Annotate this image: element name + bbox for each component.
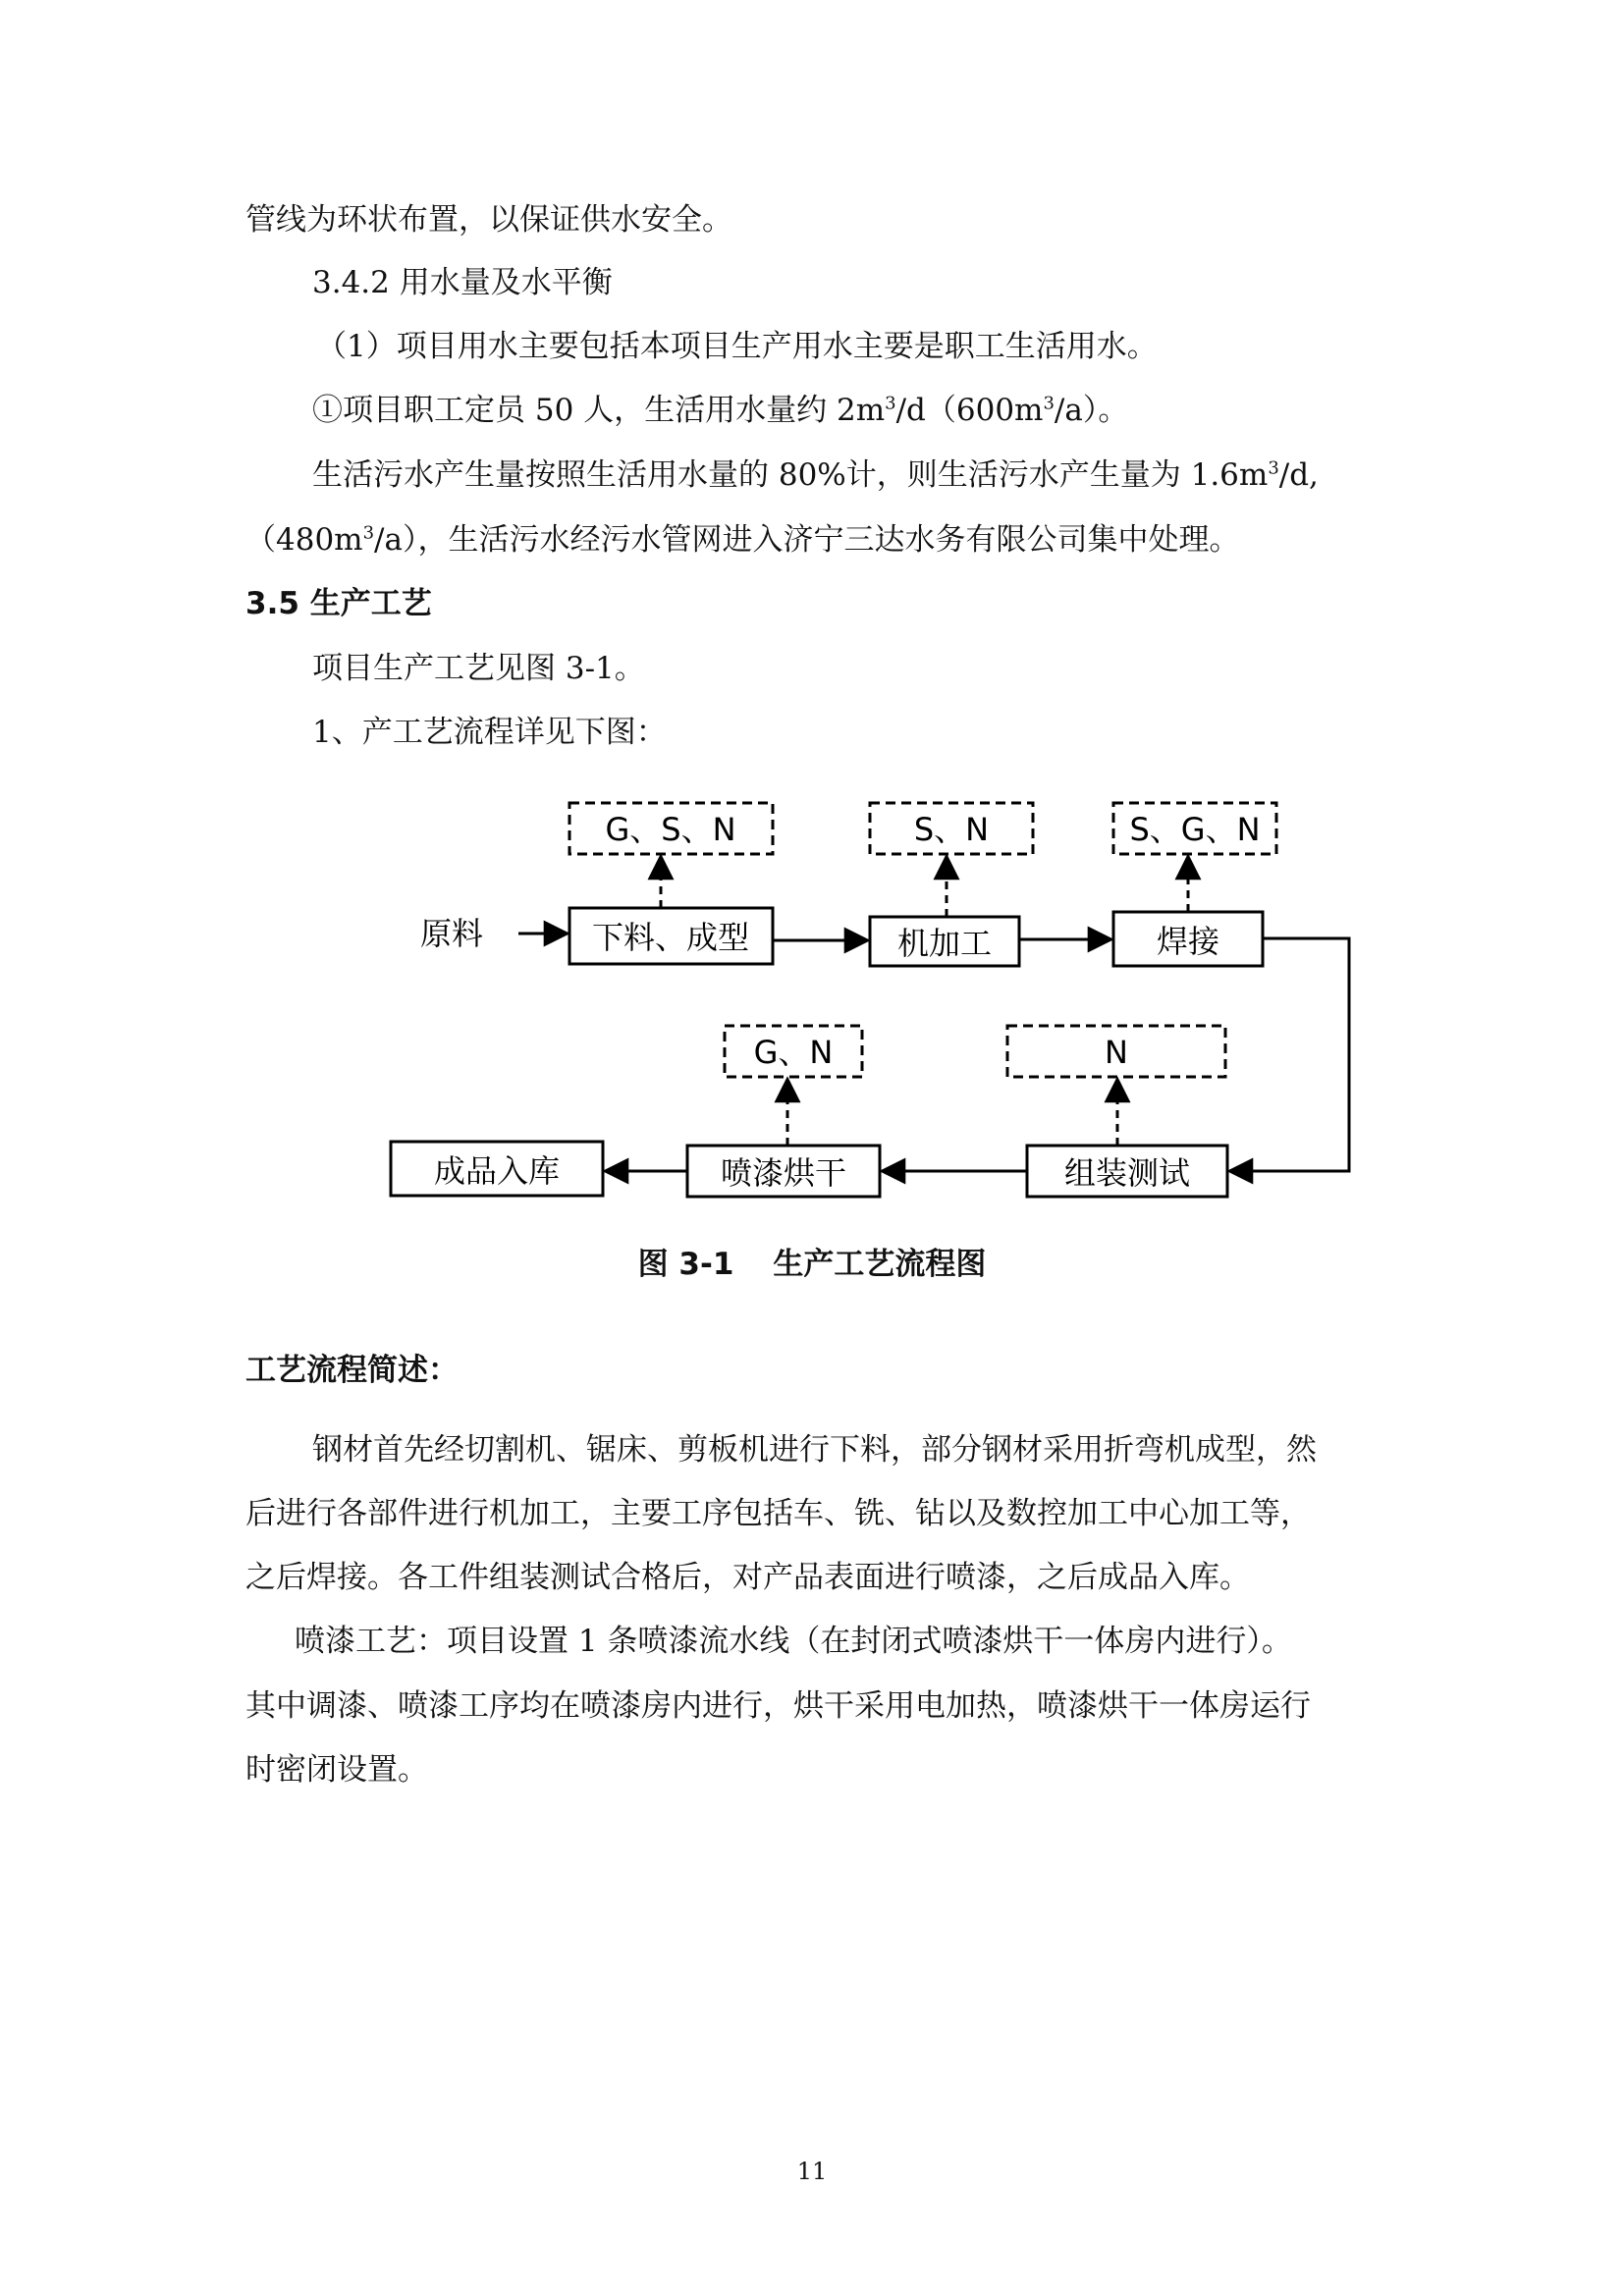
subsection-heading: 3.4.2 用水量及水平衡	[312, 265, 613, 300]
page-number: 11	[796, 2158, 828, 2185]
paragraph-line: 其中调漆、喷漆工序均在喷漆房内进行，烘干采用电加热，喷漆烘干一体房运行	[245, 1688, 1311, 1724]
paragraph-line: 钢材首先经切割机、锯床、剪板机进行下料，部分钢材采用折弯机成型，然	[312, 1432, 1317, 1468]
process-flowchart	[0, 785, 1624, 1217]
emission-label: S、G、N	[1129, 811, 1261, 848]
section-heading: 3.5 生产工艺	[245, 586, 432, 621]
paragraph-line: ①项目职工定员 50 人，生活用水量约 $2m^3/d(600m^3/a)$。	[312, 393, 1129, 428]
figure-caption	[0, 1239, 1624, 1283]
emission-label: N	[1105, 1034, 1128, 1071]
step-label: 成品入库	[433, 1152, 561, 1190]
paragraph-line: $(480m^3/a)$，生活污水经污水管网进入济宁三达水务有限公司集中处理。	[245, 522, 1240, 558]
paragraph-line: 后进行各部件进行机加工，主要工序包括车、铣、钻以及数控加工中心加工等，	[245, 1496, 1311, 1531]
emission-label: G、N	[753, 1034, 834, 1071]
paragraph-line: 时密闭设置。	[245, 1752, 428, 1788]
flow-arrow	[1229, 938, 1349, 1171]
step-label: 下料、成型	[591, 919, 750, 956]
emission-label: G、S、N	[605, 811, 736, 848]
figure-title: 生产工艺流程图	[773, 1247, 987, 1282]
emission-label: S、N	[913, 811, 990, 848]
paragraph-line: （1）项目用水主要包括本项目生产用水主要是职工生活用水。	[316, 329, 1158, 364]
paragraph-line: 生活污水产生量按照生活用水量的 80%计，则生活污水产生量为 $1.6m^3/d$,	[312, 457, 1319, 493]
start-label: 原料	[419, 915, 484, 952]
paragraph-line: 喷漆工艺：项目设置 1 条喷漆流水线（在封闭式喷漆烘干一体房内进行）。	[295, 1624, 1292, 1659]
paragraph-line: 管线为环状布置，以保证供水安全。	[245, 202, 732, 238]
step-label: 机加工	[896, 925, 993, 962]
step-label: 焊接	[1156, 923, 1220, 960]
intro-line: 1、产工艺流程详见下图：	[312, 715, 667, 750]
intro-line: 项目生产工艺见图 3-1。	[312, 651, 645, 686]
step-label: 喷漆烘干	[720, 1154, 847, 1192]
paragraph-line: 之后焊接。各工件组装测试合格后，对产品表面进行喷漆，之后成品入库。	[245, 1560, 1250, 1595]
process-heading: 工艺流程简述：	[245, 1353, 459, 1388]
figure-number: 图 3-1	[637, 1247, 734, 1282]
step-label: 组装测试	[1063, 1154, 1191, 1192]
